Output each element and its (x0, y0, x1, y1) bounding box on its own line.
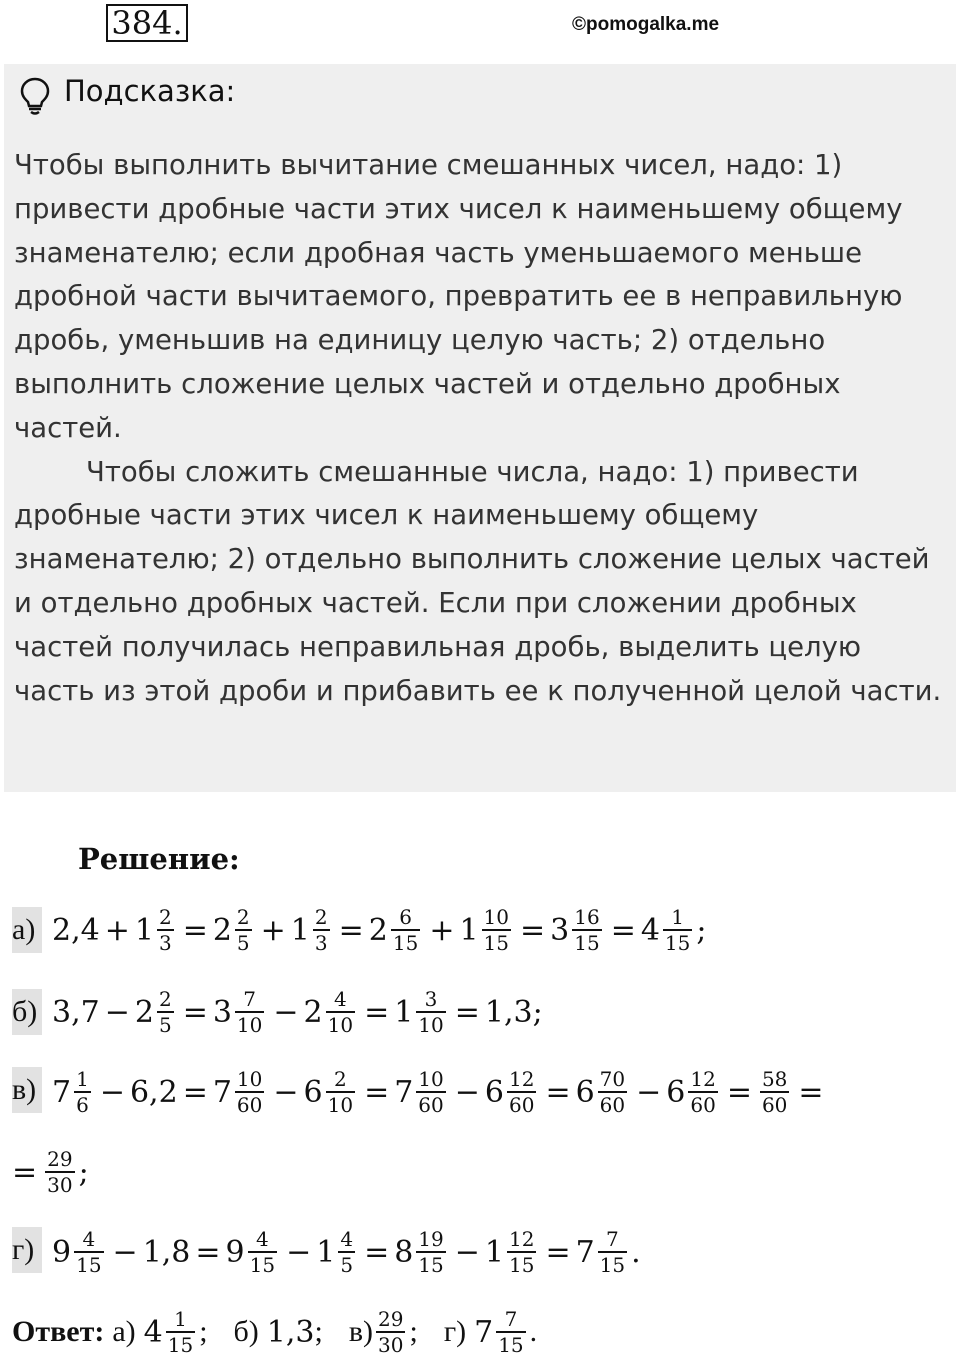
whole-part: 6 (484, 1074, 504, 1110)
whole-part: 2 (368, 912, 388, 948)
denominator: 10 (236, 1013, 263, 1037)
fraction (416, 1067, 445, 1117)
whole-part: 1 (459, 912, 479, 948)
fraction (391, 905, 420, 955)
whole-part: 7 (394, 1074, 414, 1110)
whole-part: 7 (474, 1314, 494, 1350)
denominator: 10 (327, 1013, 354, 1037)
terminator: ; (696, 912, 707, 948)
denominator: 15 (249, 1253, 276, 1277)
numerator: 29 (47, 1147, 73, 1171)
answer-line (12, 1300, 537, 1364)
hint-paragraph-addition: Чтобы сложить смешанные числа, надо: 1) привести дробные части этих чисел к наименьшему общему знаменателю; 2) отдельно выполнить сложение целых частей и отдельно дробных частей. Если при сложении дробных частей получилась неправильная дробь, выделить целую часть из этой дроби и прибавить ее к полученной целой части. (14, 455, 942, 707)
numerator: 12 (508, 1067, 535, 1091)
terminator: ; (78, 1154, 89, 1190)
denominator: 5 (340, 1253, 354, 1277)
denominator: 15 (664, 931, 691, 955)
whole-part: 9 (225, 1234, 245, 1270)
fraction (507, 1067, 536, 1117)
whole-part: 2 (212, 912, 232, 948)
operator: = (454, 994, 480, 1030)
operator: = (726, 1074, 752, 1110)
expression-v (52, 1060, 829, 1124)
whole-part: 1 (484, 1234, 504, 1270)
fraction (496, 1307, 525, 1357)
numerator: 2 (158, 987, 172, 1011)
operator: − (454, 1074, 480, 1110)
whole-part: 7 (52, 1074, 72, 1110)
operator: = (195, 1234, 221, 1270)
denominator: 15 (508, 1253, 535, 1277)
answer-label-b: б) (233, 1315, 259, 1348)
operator: − (636, 1074, 662, 1110)
operator: − (99, 1074, 125, 1110)
numerator: 16 (574, 905, 600, 929)
operator: − (454, 1234, 480, 1270)
operator: = (364, 994, 390, 1030)
numerator: 1 (174, 1307, 187, 1331)
whole-part: 2 (134, 994, 154, 1030)
fraction (326, 1067, 355, 1117)
numerator: 2 (314, 905, 328, 929)
denominator: 10 (327, 1093, 354, 1117)
numerator: 10 (483, 905, 509, 929)
separator: ; (314, 1315, 323, 1348)
operator: − (273, 994, 299, 1030)
denominator: 15 (498, 1333, 524, 1357)
whole-part: 4 (143, 1314, 163, 1350)
term: 2,4 (52, 912, 100, 948)
terminator: . (529, 1315, 538, 1348)
separator: ; (409, 1315, 418, 1348)
denominator: 15 (418, 1253, 444, 1277)
denominator: 60 (236, 1093, 263, 1117)
expression-a (52, 898, 706, 962)
fraction (663, 905, 692, 955)
operator: + (104, 912, 130, 948)
numerator: 58 (761, 1067, 788, 1091)
hint-text (14, 144, 950, 713)
denominator: 15 (167, 1333, 194, 1357)
fraction (74, 1067, 91, 1117)
whole-part: 1 (316, 1234, 336, 1270)
fraction (157, 987, 174, 1037)
fraction (416, 1227, 445, 1277)
numerator: 7 (243, 987, 257, 1011)
fraction (235, 1067, 264, 1117)
hint-title: Подсказка: (64, 74, 236, 108)
fraction (248, 1227, 277, 1277)
answer-value-b: 1,3 (266, 1314, 315, 1350)
item-label-g: г) (12, 1227, 42, 1273)
whole-part: 7 (575, 1234, 595, 1270)
numerator: 2 (158, 905, 172, 929)
whole-part: 7 (212, 1074, 232, 1110)
operator: = (610, 912, 636, 948)
answer-label: Ответ: (12, 1315, 105, 1348)
numerator: 70 (599, 1067, 626, 1091)
denominator: 15 (76, 1253, 102, 1277)
whole-part: 1 (394, 994, 414, 1030)
operator: + (429, 912, 455, 948)
term: 1,3 (484, 994, 533, 1030)
fraction (572, 905, 601, 955)
fraction (507, 1227, 536, 1277)
fraction (166, 1307, 195, 1357)
denominator: 3 (314, 931, 328, 955)
fraction (416, 987, 445, 1037)
numerator: 4 (333, 987, 347, 1011)
operator: = (12, 1154, 38, 1190)
denominator: 5 (158, 1013, 172, 1037)
numerator: 2 (333, 1067, 347, 1091)
operator: = (545, 1234, 571, 1270)
operator: − (104, 994, 130, 1030)
answer-label-g: г) (443, 1315, 467, 1348)
numerator: 12 (508, 1227, 535, 1251)
operator: = (364, 1074, 390, 1110)
numerator: 7 (504, 1307, 518, 1331)
numerator: 4 (340, 1227, 354, 1251)
fraction (326, 987, 355, 1037)
lightbulb-icon (18, 76, 52, 116)
denominator: 3 (158, 931, 172, 955)
numerator: 12 (690, 1067, 716, 1091)
hint-paragraph-subtraction: Чтобы выполнить вычитание смешанных чисел, надо: 1) привести дробные части этих чисел к наименьшему общему знаменателю; если дробная часть уменьшаемого меньше дробной части вычитаемого, превратить ее в неправильную дробь, уменьшив на единицу целую часть; 2) отдельно выполнить сложение целых частей и отдельно дробных частей. (14, 149, 903, 444)
whole-part: 1 (134, 912, 154, 948)
operator: = (520, 912, 546, 948)
denominator: 30 (47, 1173, 73, 1197)
numerator: 7 (606, 1227, 619, 1251)
fraction (313, 905, 330, 955)
operator: − (273, 1074, 299, 1110)
hint-box (4, 64, 956, 792)
operator: = (545, 1074, 571, 1110)
denominator: 15 (599, 1253, 626, 1277)
denominator: 6 (76, 1093, 89, 1117)
whole-part: 6 (666, 1074, 686, 1110)
whole-part: 3 (212, 994, 232, 1030)
numerator: 1 (76, 1067, 89, 1091)
problem-number: 384. (106, 4, 188, 42)
operator: = (338, 912, 364, 948)
operator: = (182, 1074, 208, 1110)
fraction (338, 1227, 355, 1277)
expression-b (52, 980, 543, 1044)
whole-part: 2 (303, 994, 323, 1030)
numerator: 3 (424, 987, 438, 1011)
fraction (235, 905, 252, 955)
numerator: 10 (418, 1067, 444, 1091)
operator: = (364, 1234, 390, 1270)
fraction (157, 905, 174, 955)
denominator: 15 (392, 931, 419, 955)
fraction (45, 1147, 74, 1197)
fraction (598, 1227, 627, 1277)
operator: = (182, 912, 208, 948)
solution-heading: Решение: (78, 842, 240, 876)
fraction (482, 905, 511, 955)
numerator: 4 (82, 1227, 96, 1251)
terminator: . (631, 1234, 641, 1270)
whole-part: 6 (303, 1074, 323, 1110)
terminator: ; (532, 994, 543, 1030)
whole-part: 9 (52, 1234, 72, 1270)
numerator: 29 (378, 1307, 404, 1331)
numerator: 4 (256, 1227, 269, 1251)
numerator: 6 (399, 905, 412, 929)
operator: + (260, 912, 286, 948)
fraction (235, 987, 264, 1037)
denominator: 5 (236, 931, 250, 955)
numerator: 10 (236, 1067, 263, 1091)
denominator: 15 (483, 931, 509, 955)
fraction (74, 1227, 103, 1277)
denominator: 60 (418, 1093, 444, 1117)
denominator: 30 (378, 1333, 404, 1357)
whole-part: 3 (550, 912, 570, 948)
operator: − (112, 1234, 138, 1270)
numerator: 1 (671, 905, 685, 929)
term: 6,2 (129, 1074, 178, 1110)
numerator: 19 (418, 1227, 444, 1251)
watermark: ©pomogalka.me (572, 14, 720, 35)
item-label-a: а) (12, 907, 42, 953)
operator: = (182, 994, 208, 1030)
operator: − (286, 1234, 312, 1270)
term: 3,7 (52, 994, 100, 1030)
answer-label-v: в) (348, 1315, 374, 1348)
whole-part: 6 (575, 1074, 595, 1110)
fraction (760, 1067, 789, 1117)
denominator: 60 (761, 1093, 788, 1117)
answer-label-a: а) (112, 1315, 136, 1348)
whole-part: 8 (394, 1234, 414, 1270)
item-label-v: в) (12, 1067, 42, 1113)
item-label-b: б) (12, 989, 42, 1035)
separator: ; (199, 1315, 208, 1348)
whole-part: 4 (640, 912, 660, 948)
expression-v-continued (12, 1140, 89, 1204)
operator: = (798, 1074, 824, 1110)
denominator: 10 (418, 1013, 444, 1037)
fraction (688, 1067, 717, 1117)
numerator: 2 (236, 905, 250, 929)
fraction (376, 1307, 405, 1357)
denominator: 60 (599, 1093, 626, 1117)
expression-g (52, 1220, 641, 1284)
denominator: 60 (508, 1093, 535, 1117)
denominator: 15 (574, 931, 600, 955)
whole-part: 1 (290, 912, 310, 948)
fraction (598, 1067, 627, 1117)
denominator: 60 (690, 1093, 716, 1117)
term: 1,8 (142, 1234, 191, 1270)
